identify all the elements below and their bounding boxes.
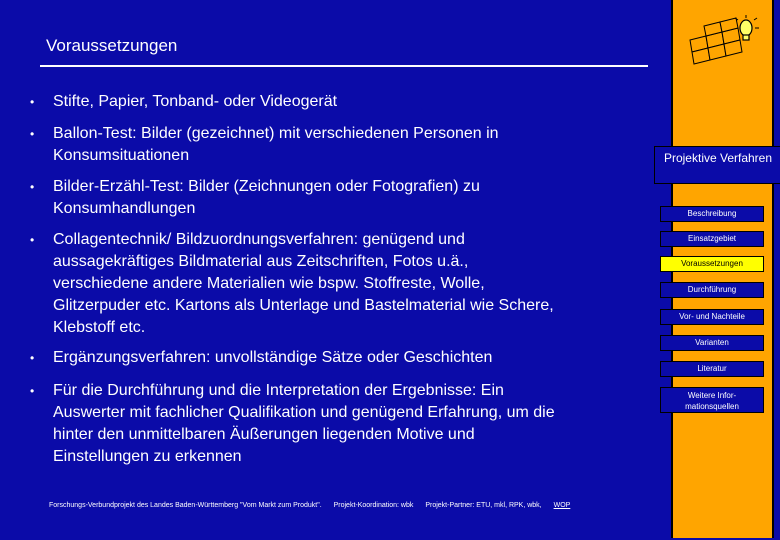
list-item-line: Ergänzungsverfahren: unvollständige Sätze oder Geschichten bbox=[53, 349, 493, 366]
list-item-line: Klebstoff etc. bbox=[53, 319, 146, 336]
bullet-icon: • bbox=[30, 127, 35, 141]
footer-partners: Projekt-Partner: ETU, mkl, RPK, wbk, bbox=[425, 502, 542, 509]
section-title: Projektive Verfahren bbox=[654, 146, 780, 184]
page-title: Voraussetzungen bbox=[46, 36, 178, 55]
list-item-line: verschiedene andere Materialien wie bspw. Stoffreste, Wolle, bbox=[53, 275, 485, 292]
list-item-line: Für die Durchführung und die Interpretation der Ergebnisse: Ein bbox=[53, 382, 504, 399]
nav-item-voraussetzungen[interactable]: Voraussetzungen bbox=[660, 256, 764, 272]
list-item-line: Einstellungen zu erkennen bbox=[53, 448, 242, 465]
footer-wop-link[interactable]: WOP bbox=[553, 502, 571, 509]
nav-item-einsatzgebiet[interactable]: Einsatzgebiet bbox=[660, 231, 764, 247]
nav-item-durchfuehrung[interactable]: Durchführung bbox=[660, 282, 764, 298]
footer bbox=[49, 502, 570, 509]
list-item bbox=[28, 380, 638, 468]
list-item bbox=[28, 123, 638, 167]
list-item bbox=[28, 229, 638, 339]
list-item-line: Stifte, Papier, Tonband- oder Videogerät bbox=[53, 93, 338, 110]
nav-item-beschreibung[interactable]: Beschreibung bbox=[660, 206, 764, 222]
list-item-line: Collagentechnik/ Bildzuordnungsverfahren: genügend und bbox=[53, 231, 465, 248]
footer-coordination: Projekt-Koordination: wbk bbox=[333, 502, 414, 509]
list-item-line: Glitzerpuder etc. Kartons als Unterlage und Bastelmaterial wie Schere, bbox=[53, 297, 554, 314]
list-item-line: Konsumsituationen bbox=[53, 147, 190, 164]
grid-bulb-logo-icon bbox=[684, 12, 764, 68]
list-item-line: Auswerter mit fachlicher Qualifikation und genügend Erfahrung, um die bbox=[53, 404, 555, 421]
nav-item-varianten[interactable]: Varianten bbox=[660, 335, 764, 351]
bullet-icon: • bbox=[30, 180, 35, 194]
list-item bbox=[28, 91, 638, 113]
bullet-icon: • bbox=[30, 351, 35, 365]
footer-project: Forschungs-Verbundprojekt des Landes Baden-Württemberg "Vom Markt zum Produkt". bbox=[49, 502, 322, 509]
list-item bbox=[28, 347, 638, 369]
list-item-line: Ballon-Test: Bilder (gezeichnet) mit verschiedenen Personen in bbox=[53, 125, 499, 142]
list-item-line: Bilder-Erzähl-Test: Bilder (Zeichnungen oder Fotografien) zu bbox=[53, 178, 480, 195]
list-item-line: aussagekräftiges Bildmaterial aus Zeitschriften, Fotos u.ä., bbox=[53, 253, 469, 270]
list-item-line: hinter den unmittelbaren Äußerungen liegenden Motive und bbox=[53, 426, 475, 443]
bullet-icon: • bbox=[30, 95, 35, 109]
nav-item-vor-und-nachteile[interactable]: Vor- und Nachteile bbox=[660, 309, 764, 325]
list-item-line: Konsumhandlungen bbox=[53, 200, 196, 217]
sidebar bbox=[663, 0, 774, 538]
nav-item-weitere-informationsquellen[interactable]: Weitere Infor-mationsquellen bbox=[660, 387, 764, 413]
nav-item-literatur[interactable]: Literatur bbox=[660, 361, 764, 377]
bullet-icon: • bbox=[30, 384, 35, 398]
title-divider bbox=[40, 65, 648, 67]
list-item bbox=[28, 176, 638, 220]
bullet-icon: • bbox=[30, 233, 35, 247]
